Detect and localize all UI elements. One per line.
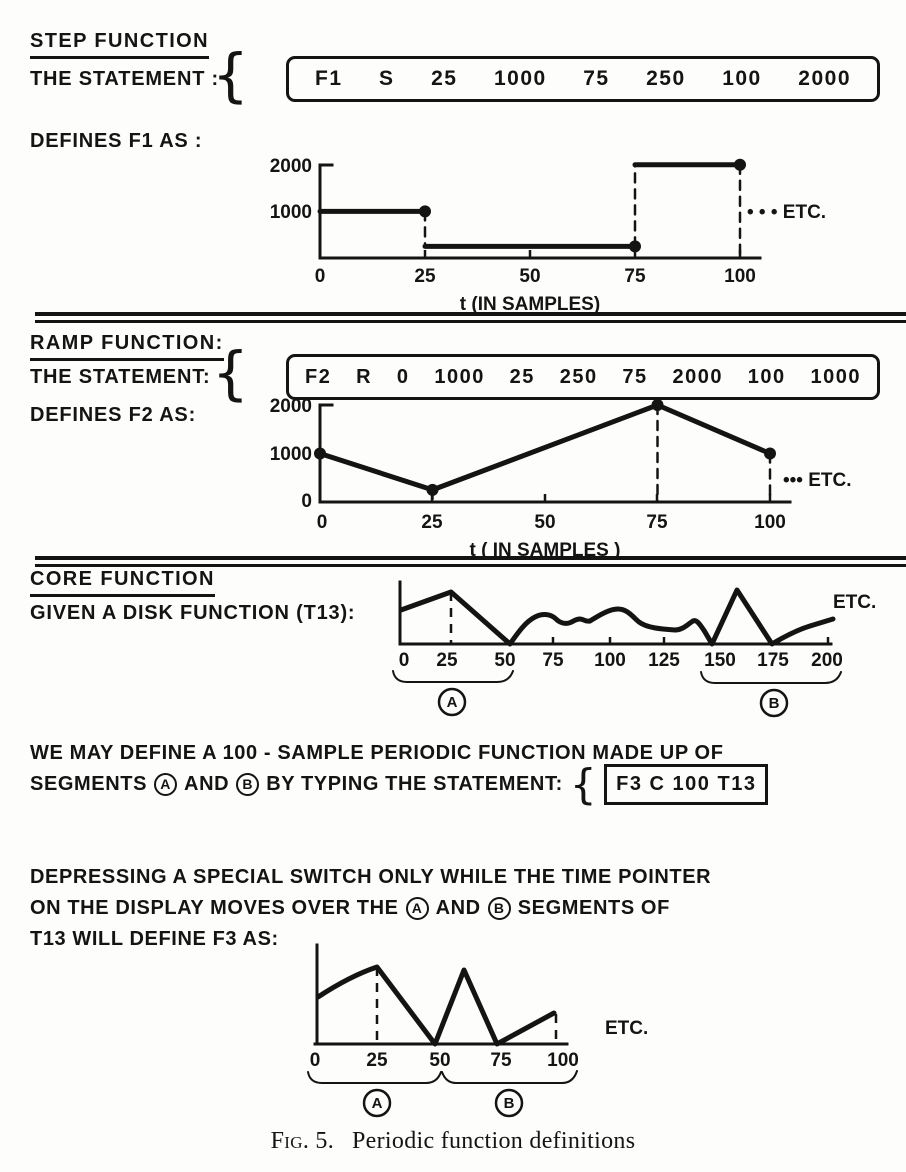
segment-b-badge: B [236,773,259,796]
ramp-function-heading: RAMP FUNCTION: [30,332,224,361]
ramp-statement-label: THE STATEMENT: [30,366,211,388]
statement-token: 100 [722,67,762,90]
statement-token: 250 [646,67,686,90]
x-tick-label: 200 [811,650,843,671]
plot-f1-data [320,159,746,258]
x-tick-label: 75 [624,266,646,287]
statement-token: 2000 [798,67,851,90]
segment-b-brace [701,672,841,683]
ramp-statement-brace: { [212,339,249,407]
x-axis-title: t (IN SAMPLES) [459,294,601,315]
x-tick-label: 25 [414,266,436,287]
plot-f2-data [314,399,776,502]
x-tick-label: 100 [547,1050,579,1071]
etc-label: ETC. [833,592,877,613]
x-tick-label: 50 [534,512,556,533]
etc-label: • • • ETC. [747,202,827,223]
segment-a-brace [393,671,513,682]
x-tick-label: 100 [724,266,756,287]
statement-token: S [379,67,395,90]
f3-function-plot [295,940,685,1118]
figure-caption-text: Periodic function definitions [352,1128,636,1154]
x-tick-label: 0 [309,1050,321,1071]
paragraph-line [30,759,768,809]
ramp-function-plot [225,397,906,565]
x-tick-label: 50 [429,1050,451,1071]
segment-a-badge: A [154,773,177,796]
segment-a-badge: A [406,897,429,920]
x-tick-label: 75 [490,1050,512,1071]
t13-waveform [401,590,833,644]
statement-token: 250 [559,365,598,388]
x-tick-label: 0 [314,266,326,287]
segment-b-badge: B [488,897,511,920]
statement-token: F2 [305,365,332,388]
y-tick-label: 2000 [269,156,312,177]
paragraph-text: AND [435,897,481,919]
x-tick-label: 50 [494,650,516,671]
step-statement-brace: { [212,41,249,109]
paragraph-text: BY TYPING THE STATEMENT: [266,773,563,795]
y-tick-label: 0 [301,491,312,512]
x-tick-label: 25 [366,1050,388,1071]
statement-token: 100 [747,365,786,388]
f3-statement-box: F3 C 100 T13 [604,764,768,805]
statement-token: 0 [396,365,410,388]
statement-token: 25 [509,365,535,388]
x-tick-label: 0 [316,512,328,533]
statement-token: 2000 [672,365,723,388]
statement-token: 75 [622,365,648,388]
statement-token: 1000 [493,67,547,90]
segment-b-brace [442,1071,577,1083]
paragraph-line [30,893,711,924]
statement-token: F1 [315,67,343,90]
ramp-statement-box [286,354,880,400]
section-divider [35,556,906,567]
x-tick-label: 75 [542,650,564,671]
step-statement-label: THE STATEMENT : [30,68,220,90]
statement-token: 1000 [810,365,861,388]
y-tick-label: 1000 [269,202,312,223]
disk-function-label: GIVEN A DISK FUNCTION (T13): [30,602,356,624]
statement-token: 1000 [434,365,485,388]
statement-token: 25 [431,67,458,90]
x-tick-label: 175 [757,650,789,671]
paragraph-text: AND [184,773,230,795]
statement-brace: { [569,759,598,809]
paragraph-line: T13 WILL DEFINE F3 AS: [30,928,279,950]
x-tick-label: 75 [646,512,668,533]
figure-caption [0,1128,906,1155]
statement-token: R [356,365,373,388]
ramp-defines-label: DEFINES F2 AS: [30,404,197,426]
core-function-heading: CORE FUNCTION [30,568,215,597]
x-tick-label: 25 [421,512,443,533]
disk-function-plot [385,576,906,718]
paragraph-line: DEPRESSING A SPECIAL SWITCH ONLY WHILE THE TIME POINTER [30,866,712,888]
segment-b-label: B [768,695,780,712]
paragraph-line: WE MAY DEFINE A 100 - SAMPLE PERIODIC FUNCTION MADE UP OF [30,742,724,764]
step-statement-box [286,56,880,102]
paragraph-text: SEGMENTS OF [517,897,670,919]
step-function-plot [225,128,906,320]
section-divider [35,312,906,323]
step-defines-label: DEFINES F1 AS : [30,130,203,152]
segment-a-label: A [446,694,458,711]
x-tick-label: 125 [648,650,680,671]
y-tick-label: 2000 [269,397,312,417]
f3-waveform [318,967,554,1044]
figure-caption-label: Fig. 5. [270,1128,335,1154]
x-tick-label: 25 [436,650,458,671]
y-tick-label: 1000 [269,444,312,465]
definition-paragraph [30,738,768,809]
paragraph-text: ON THE DISPLAY MOVES OVER THE [30,897,399,919]
paragraph-text: SEGMENTS [30,773,148,795]
etc-label: ETC. [605,1018,649,1039]
segment-a-label: A [371,1095,383,1112]
etc-label: ••• ETC. [783,470,852,491]
x-tick-label: 100 [754,512,786,533]
step-function-heading: STEP FUNCTION [30,30,209,59]
x-tick-label: 50 [519,266,541,287]
statement-token: 75 [583,67,610,90]
x-tick-label: 150 [704,650,736,671]
x-axis-title: t ( IN SAMPLES ) [469,540,621,561]
x-tick-label: 0 [398,650,410,671]
segment-a-brace [308,1072,441,1083]
segment-b-label: B [503,1095,515,1112]
x-tick-label: 100 [594,650,626,671]
